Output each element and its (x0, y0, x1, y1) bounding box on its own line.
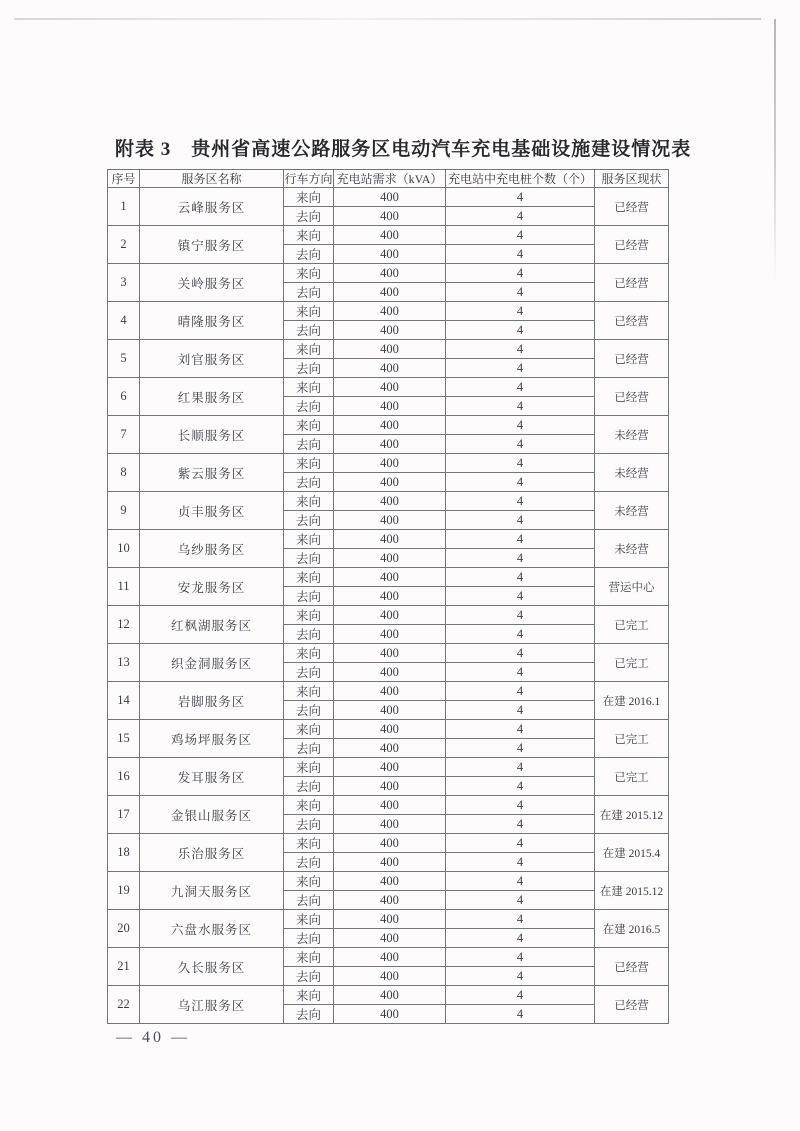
direction-cell: 去向 (284, 511, 334, 530)
pile-count-cell: 4 (446, 625, 595, 644)
demand-kva-cell: 400 (334, 207, 446, 226)
row-number-cell: 7 (108, 416, 140, 454)
demand-kva-cell: 400 (334, 948, 446, 967)
direction-cell: 去向 (284, 397, 334, 416)
pile-count-cell: 4 (446, 587, 595, 606)
direction-cell: 去向 (284, 549, 334, 568)
pile-count-cell: 4 (446, 777, 595, 796)
pile-count-cell: 4 (446, 663, 595, 682)
service-area-name-cell: 久长服务区 (140, 948, 284, 986)
pile-count-cell: 4 (446, 454, 595, 473)
row-number-cell: 6 (108, 378, 140, 416)
row-number-cell: 15 (108, 720, 140, 758)
status-cell: 未经营 (595, 454, 669, 492)
direction-cell: 来向 (284, 188, 334, 207)
pile-count-cell: 4 (446, 967, 595, 986)
service-area-name-cell: 关岭服务区 (140, 264, 284, 302)
demand-kva-cell: 400 (334, 454, 446, 473)
demand-kva-cell: 400 (334, 986, 446, 1005)
table-row (108, 682, 669, 701)
demand-kva-cell: 400 (334, 359, 446, 378)
demand-kva-cell: 400 (334, 834, 446, 853)
table-row (108, 720, 669, 739)
status-cell: 已完工 (595, 606, 669, 644)
pile-count-cell: 4 (446, 492, 595, 511)
service-area-name-cell: 织金洞服务区 (140, 644, 284, 682)
table-header-row (108, 170, 669, 188)
row-number-cell: 20 (108, 910, 140, 948)
pile-count-cell: 4 (446, 834, 595, 853)
demand-kva-cell: 400 (334, 226, 446, 245)
direction-cell: 来向 (284, 796, 334, 815)
header-status: 服务区现状 (595, 170, 669, 188)
row-number-cell: 1 (108, 188, 140, 226)
table-row (108, 530, 669, 549)
row-number-cell: 21 (108, 948, 140, 986)
demand-kva-cell: 400 (334, 644, 446, 663)
direction-cell: 去向 (284, 207, 334, 226)
direction-cell: 来向 (284, 378, 334, 397)
demand-kva-cell: 400 (334, 891, 446, 910)
pile-count-cell: 4 (446, 1005, 595, 1024)
demand-kva-cell: 400 (334, 188, 446, 207)
service-area-name-cell: 紫云服务区 (140, 454, 284, 492)
demand-kva-cell: 400 (334, 853, 446, 872)
direction-cell: 来向 (284, 872, 334, 891)
status-cell: 未经营 (595, 416, 669, 454)
row-number-cell: 2 (108, 226, 140, 264)
table-row (108, 188, 669, 207)
pile-count-cell: 4 (446, 853, 595, 872)
direction-cell: 去向 (284, 777, 334, 796)
service-area-name-cell: 鸡场坪服务区 (140, 720, 284, 758)
direction-cell: 去向 (284, 967, 334, 986)
service-area-name-cell: 岩脚服务区 (140, 682, 284, 720)
service-area-name-cell: 乌江服务区 (140, 986, 284, 1024)
row-number-cell: 9 (108, 492, 140, 530)
pile-count-cell: 4 (446, 758, 595, 777)
status-cell: 在建 2015.12 (595, 796, 669, 834)
demand-kva-cell: 400 (334, 245, 446, 264)
pile-count-cell: 4 (446, 416, 595, 435)
direction-cell: 去向 (284, 929, 334, 948)
direction-cell: 去向 (284, 359, 334, 378)
demand-kva-cell: 400 (334, 815, 446, 834)
pile-count-cell: 4 (446, 226, 595, 245)
table-row (108, 872, 669, 891)
demand-kva-cell: 400 (334, 530, 446, 549)
page-title: 附表 3 贵州省高速公路服务区电动汽车充电基础设施建设情况表 (115, 139, 692, 160)
direction-cell: 来向 (284, 340, 334, 359)
pile-count-cell: 4 (446, 701, 595, 720)
status-cell: 已完工 (595, 720, 669, 758)
direction-cell: 去向 (284, 321, 334, 340)
direction-cell: 来向 (284, 264, 334, 283)
status-cell: 已经营 (595, 986, 669, 1024)
service-area-name-cell: 贞丰服务区 (140, 492, 284, 530)
pile-count-cell: 4 (446, 207, 595, 226)
direction-cell: 去向 (284, 891, 334, 910)
direction-cell: 来向 (284, 986, 334, 1005)
status-cell: 已经营 (595, 302, 669, 340)
demand-kva-cell: 400 (334, 872, 446, 891)
status-cell: 已经营 (595, 264, 669, 302)
row-number-cell: 10 (108, 530, 140, 568)
pile-count-cell: 4 (446, 720, 595, 739)
service-area-name-cell: 长顺服务区 (140, 416, 284, 454)
charging-infrastructure-table (107, 169, 669, 1024)
status-cell: 已经营 (595, 378, 669, 416)
table-row (108, 568, 669, 587)
row-number-cell: 5 (108, 340, 140, 378)
demand-kva-cell: 400 (334, 283, 446, 302)
row-number-cell: 17 (108, 796, 140, 834)
demand-kva-cell: 400 (334, 625, 446, 644)
pile-count-cell: 4 (446, 530, 595, 549)
pile-count-cell: 4 (446, 435, 595, 454)
pile-count-cell: 4 (446, 929, 595, 948)
direction-cell: 去向 (284, 1005, 334, 1024)
table-row (108, 796, 669, 815)
direction-cell: 去向 (284, 701, 334, 720)
demand-kva-cell: 400 (334, 264, 446, 283)
pile-count-cell: 4 (446, 796, 595, 815)
row-number-cell: 13 (108, 644, 140, 682)
service-area-name-cell: 红果服务区 (140, 378, 284, 416)
pile-count-cell: 4 (446, 378, 595, 397)
pile-count-cell: 4 (446, 682, 595, 701)
direction-cell: 来向 (284, 492, 334, 511)
table-row (108, 986, 669, 1005)
direction-cell: 来向 (284, 302, 334, 321)
service-area-name-cell: 九洞天服务区 (140, 872, 284, 910)
table-row (108, 644, 669, 663)
direction-cell: 去向 (284, 435, 334, 454)
direction-cell: 来向 (284, 644, 334, 663)
table-row (108, 492, 669, 511)
direction-cell: 去向 (284, 245, 334, 264)
direction-cell: 来向 (284, 568, 334, 587)
service-area-name-cell: 镇宁服务区 (140, 226, 284, 264)
row-number-cell: 3 (108, 264, 140, 302)
row-number-cell: 4 (108, 302, 140, 340)
demand-kva-cell: 400 (334, 758, 446, 777)
row-number-cell: 11 (108, 568, 140, 606)
service-area-name-cell: 金银山服务区 (140, 796, 284, 834)
header-direction: 行车方向 (284, 170, 334, 188)
status-cell: 已经营 (595, 948, 669, 986)
status-cell: 在建 2015.12 (595, 872, 669, 910)
status-cell: 已完工 (595, 644, 669, 682)
header-pile-count: 充电站中充电桩个数（个） (446, 170, 595, 188)
demand-kva-cell: 400 (334, 606, 446, 625)
pile-count-cell: 4 (446, 511, 595, 530)
demand-kva-cell: 400 (334, 929, 446, 948)
row-number-cell: 18 (108, 834, 140, 872)
header-row-number: 序号 (108, 170, 140, 188)
table-row (108, 606, 669, 625)
pile-count-cell: 4 (446, 815, 595, 834)
direction-cell: 去向 (284, 473, 334, 492)
page-number: — 40 — (116, 1029, 190, 1046)
pile-count-cell: 4 (446, 321, 595, 340)
pile-count-cell: 4 (446, 549, 595, 568)
row-number-cell: 19 (108, 872, 140, 910)
service-area-name-cell: 刘官服务区 (140, 340, 284, 378)
table-row (108, 834, 669, 853)
direction-cell: 来向 (284, 948, 334, 967)
row-number-cell: 14 (108, 682, 140, 720)
demand-kva-cell: 400 (334, 796, 446, 815)
pile-count-cell: 4 (446, 264, 595, 283)
pile-count-cell: 4 (446, 948, 595, 967)
table-row (108, 948, 669, 967)
table-row (108, 378, 669, 397)
pile-count-cell: 4 (446, 302, 595, 321)
pile-count-cell: 4 (446, 910, 595, 929)
demand-kva-cell: 400 (334, 378, 446, 397)
direction-cell: 去向 (284, 625, 334, 644)
pile-count-cell: 4 (446, 644, 595, 663)
pile-count-cell: 4 (446, 245, 595, 264)
direction-cell: 去向 (284, 739, 334, 758)
table-row (108, 302, 669, 321)
row-number-cell: 8 (108, 454, 140, 492)
table-row (108, 758, 669, 777)
pile-count-cell: 4 (446, 739, 595, 758)
pile-count-cell: 4 (446, 606, 595, 625)
pile-count-cell: 4 (446, 188, 595, 207)
direction-cell: 来向 (284, 834, 334, 853)
service-area-name-cell: 发耳服务区 (140, 758, 284, 796)
table-row (108, 340, 669, 359)
demand-kva-cell: 400 (334, 910, 446, 929)
demand-kva-cell: 400 (334, 967, 446, 986)
status-cell: 已经营 (595, 340, 669, 378)
pile-count-cell: 4 (446, 473, 595, 492)
table-body (108, 188, 669, 1024)
pile-count-cell: 4 (446, 568, 595, 587)
row-number-cell: 16 (108, 758, 140, 796)
direction-cell: 去向 (284, 587, 334, 606)
demand-kva-cell: 400 (334, 397, 446, 416)
table-row (108, 264, 669, 283)
direction-cell: 来向 (284, 758, 334, 777)
pile-count-cell: 4 (446, 283, 595, 302)
header-service-area-name: 服务区名称 (140, 170, 284, 188)
demand-kva-cell: 400 (334, 682, 446, 701)
direction-cell: 去向 (284, 815, 334, 834)
status-cell: 未经营 (595, 530, 669, 568)
demand-kva-cell: 400 (334, 302, 446, 321)
service-area-name-cell: 安龙服务区 (140, 568, 284, 606)
pile-count-cell: 4 (446, 359, 595, 378)
pile-count-cell: 4 (446, 872, 595, 891)
demand-kva-cell: 400 (334, 340, 446, 359)
table-row (108, 416, 669, 435)
status-cell: 在建 2016.5 (595, 910, 669, 948)
direction-cell: 来向 (284, 910, 334, 929)
direction-cell: 来向 (284, 416, 334, 435)
demand-kva-cell: 400 (334, 321, 446, 340)
status-cell: 在建 2015.4 (595, 834, 669, 872)
header-demand-kva: 充电站需求（kVA） (334, 170, 446, 188)
service-area-name-cell: 乐治服务区 (140, 834, 284, 872)
service-area-name-cell: 云峰服务区 (140, 188, 284, 226)
direction-cell: 来向 (284, 530, 334, 549)
demand-kva-cell: 400 (334, 1005, 446, 1024)
service-area-name-cell: 晴隆服务区 (140, 302, 284, 340)
direction-cell: 来向 (284, 226, 334, 245)
demand-kva-cell: 400 (334, 587, 446, 606)
page-edge-line-right (774, 19, 776, 284)
service-area-name-cell: 红枫湖服务区 (140, 606, 284, 644)
direction-cell: 来向 (284, 682, 334, 701)
demand-kva-cell: 400 (334, 739, 446, 758)
table-row (108, 226, 669, 245)
direction-cell: 来向 (284, 454, 334, 473)
demand-kva-cell: 400 (334, 473, 446, 492)
table-row (108, 910, 669, 929)
status-cell: 已经营 (595, 226, 669, 264)
pile-count-cell: 4 (446, 891, 595, 910)
status-cell: 已完工 (595, 758, 669, 796)
page-edge-line-top (14, 18, 761, 20)
demand-kva-cell: 400 (334, 511, 446, 530)
status-cell: 在建 2016.1 (595, 682, 669, 720)
demand-kva-cell: 400 (334, 663, 446, 682)
row-number-cell: 22 (108, 986, 140, 1024)
direction-cell: 去向 (284, 663, 334, 682)
direction-cell: 来向 (284, 720, 334, 739)
pile-count-cell: 4 (446, 397, 595, 416)
demand-kva-cell: 400 (334, 701, 446, 720)
service-area-name-cell: 六盘水服务区 (140, 910, 284, 948)
demand-kva-cell: 400 (334, 549, 446, 568)
demand-kva-cell: 400 (334, 568, 446, 587)
demand-kva-cell: 400 (334, 492, 446, 511)
status-cell: 已经营 (595, 188, 669, 226)
table-row (108, 454, 669, 473)
demand-kva-cell: 400 (334, 435, 446, 454)
demand-kva-cell: 400 (334, 416, 446, 435)
pile-count-cell: 4 (446, 986, 595, 1005)
demand-kva-cell: 400 (334, 777, 446, 796)
status-cell: 未经营 (595, 492, 669, 530)
demand-kva-cell: 400 (334, 720, 446, 739)
direction-cell: 去向 (284, 853, 334, 872)
direction-cell: 去向 (284, 283, 334, 302)
row-number-cell: 12 (108, 606, 140, 644)
direction-cell: 来向 (284, 606, 334, 625)
service-area-name-cell: 乌纱服务区 (140, 530, 284, 568)
pile-count-cell: 4 (446, 340, 595, 359)
status-cell: 营运中心 (595, 568, 669, 606)
